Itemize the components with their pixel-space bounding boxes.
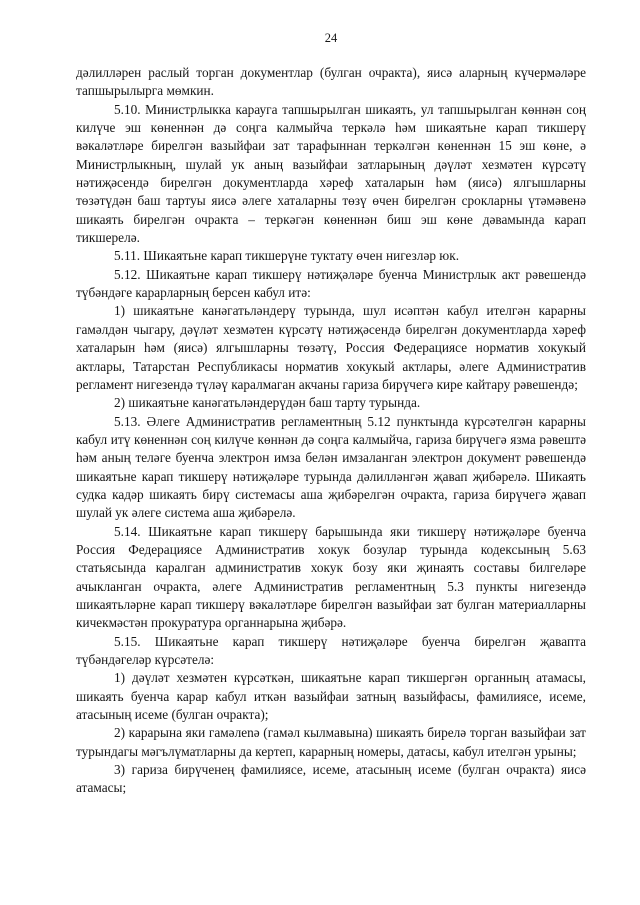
paragraph-5-15: 5.15. Шикаятьне карап тикшерү нәтиҗәләре буенча бирелгән җавапта түбәндәгеләр күрсәтелә: [76,633,586,667]
document-page [76,30,586,798]
document-body [76,64,586,798]
page-number: 24 [324,31,338,45]
list-item-5-12-1: 1) шикаятьне канәгатьләндерү турында, шул исәптән кабул ителгән карарны гамәлдән чыгару, дәүләт хезмәтен күрсәтү нәтиҗәсендә бирелгән документларда хәреф хаталарын һәм (яисә) ялгышларны төзәтү, Россия Федерациясе норматив хокукый актлары, Татарстан Республикасы норматив хокукый актлары, әлеге Административ регламент нигезендә түләү каралмаган акчаны гариза бирүчегә кире кайтару рәвешендә; [76,303,586,392]
paragraph-5-14: 5.14. Шикаятьне карап тикшерү барышында яки тикшерү нәтиҗәләре буенча Россия Федерациясе Административ хокук бозулар турында кодексының 5.63 статьясында каралган административ хокук бозу яки җинаять составы билгеләре ачыкланган очракта, әлеге Административ регламентның 5.3 пункты нигезендә шикаятьләрне карап тикшерү вәкаләтләре бирелгән вазыйфаи зат булган материалларны кичекмәстән прокуратура органнарына җибәрә. [76,523,586,631]
list-item-5-15-1: 1) дәүләт хезмәтен күрсәткән, шикаятьне карап тикшергән органның атамасы, шикаять буенча карар кабул иткән вазыйфаи затның вазыйфасы, фамилиясе, исеме, атасының исеме (булган очракта); [76,670,586,723]
list-item-5-15-3: 3) гариза бирүченең фамилиясе, исеме, атасының исеме (булган очракта) яисә атамасы; [76,762,586,796]
paragraph-5-13: 5.13. Әлеге Административ регламентның 5.12 пунктында күрсәтелгән карарны кабул итү көненнән соң килүче көннән дә соңга калмыйча, гариза бирүчегә язма рәвештә һәм аның теләге буенча электрон имза белән имзаланган электрон документ рәвешендә шикаятьне карап тикшерү нәтиҗәләре турында дәлилләнгән җавап җибәрелә. Шикаять судка кадәр шикаять бирү системасы аша җибәрелгән очракта, гариза бирүчегә җавап шулай ук әлеге система аша җибәрелә. [76,413,586,521]
paragraph-continuation: дәлилләрен раслый торган документлар (булган очракта), яисә аларның күчермәләре тапшырылырга мөмкин. [76,65,586,99]
paragraph-5-11: 5.11. Шикаятьне карап тикшерүне туктату өчен нигезләр юк. [114,248,460,264]
paragraph-5-10: 5.10. Министрлыкка карауга тапшырылган шикаять, ул тапшырылган көннән соң килүче эш көненнән дә соңга калмыйча теркәлә һәм шикаятьне карап тикшерү вәкаләтләре бирелгән вазыйфаи зат тарафыннан теркәлгән көненнән 15 эш көне, ә Министрлыкның, шулай ук аның вазыйфаи затларының дәүләт хезмәтен күрсәтү нәтиҗәсендә бирелгән документларда хәреф хаталарын һәм (яисә) ялгышларны төзәтүдән баш тартуы яисә әлеге хаталарны төзү өчен бирелгән срокларны үтәмәвенә шикаять бирелгән очракта – теркәгән көненнән биш эш көне дәвамында карап тикшерелә. [76,101,586,246]
paragraph-5-12: 5.12. Шикаятьне карап тикшерү нәтиҗәләре буенча Министрлык акт рәвешендә түбәндәге карарларның берсен кабул итә: [76,266,586,301]
list-item-5-15-2: 2) карарына яки гамәлenә (гамәл кылмавына) шикаять бирелә торган вазыйфаи зат турындагы мәгълүматларны да кертеп, карарның номеры, датасы, кабул ителгән урыны; [76,725,586,759]
list-item-5-12-2: 2) шикаятьне канәгатьләндерүдән баш тарту турында. [114,395,421,411]
